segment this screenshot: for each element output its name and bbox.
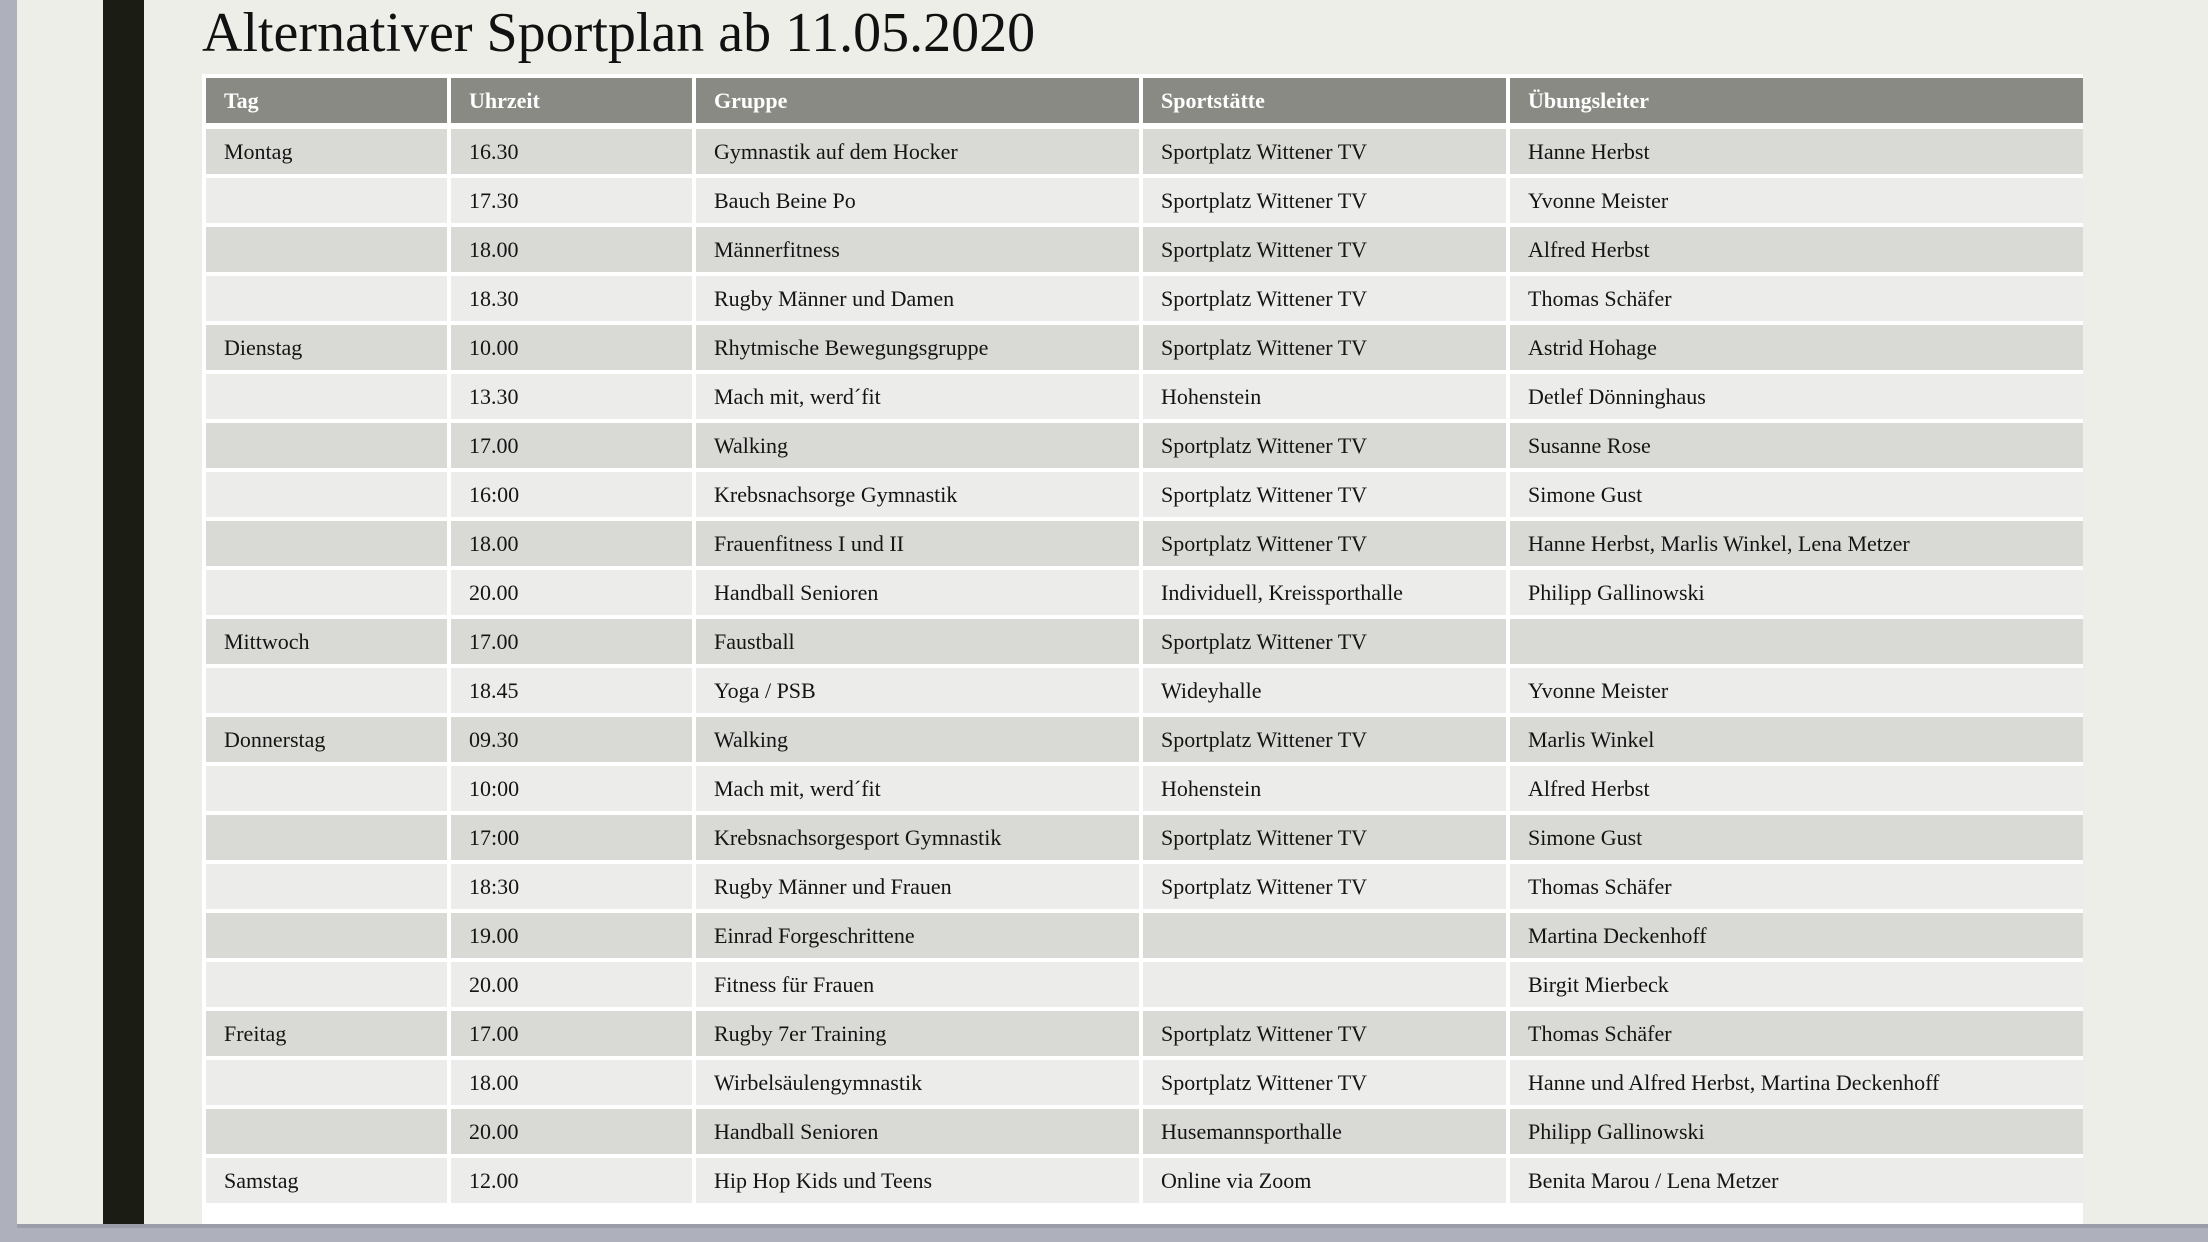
cell-uhrzeit: 09.30 [451, 717, 692, 762]
cell-gruppe: Fitness für Frauen [696, 962, 1139, 1007]
cell-uebungsleiter: Astrid Hohage [1510, 325, 2083, 370]
cell-uhrzeit: 18.00 [451, 227, 692, 272]
cell-uebungsleiter: Thomas Schäfer [1510, 1011, 2083, 1056]
table-row [206, 1060, 2083, 1105]
cell-tag [206, 570, 447, 615]
table-row [206, 913, 2083, 958]
cell-gruppe: Rugby Männer und Frauen [696, 864, 1139, 909]
window-frame-bottom-edge [17, 1224, 2208, 1228]
cell-uebungsleiter: Hanne Herbst [1510, 129, 2083, 174]
cell-uhrzeit: 17.30 [451, 178, 692, 223]
table-row [206, 178, 2083, 223]
cell-uhrzeit: 20.00 [451, 1109, 692, 1154]
cell-gruppe: Walking [696, 423, 1139, 468]
cell-uebungsleiter: Birgit Mierbeck [1510, 962, 2083, 1007]
cell-sportstaette: Sportplatz Wittener TV [1143, 521, 1506, 566]
cell-gruppe: Rugby Männer und Damen [696, 276, 1139, 321]
cell-uebungsleiter: Hanne Herbst, Marlis Winkel, Lena Metzer [1510, 521, 2083, 566]
cell-uhrzeit: 17.00 [451, 1011, 692, 1056]
table-row [206, 717, 2083, 762]
cell-sportstaette: Sportplatz Wittener TV [1143, 864, 1506, 909]
cell-gruppe: Walking [696, 717, 1139, 762]
cell-gruppe: Rhytmische Bewegungsgruppe [696, 325, 1139, 370]
cell-tag [206, 374, 447, 419]
cell-gruppe: Frauenfitness I und II [696, 521, 1139, 566]
cell-gruppe: Wirbelsäulengymnastik [696, 1060, 1139, 1105]
cell-sportstaette: Individuell, Kreissporthalle [1143, 570, 1506, 615]
cell-uhrzeit: 12.00 [451, 1158, 692, 1203]
column-header-sportstaette: Sportstätte [1143, 78, 1506, 125]
table-row [206, 570, 2083, 615]
cell-uhrzeit: 16.30 [451, 129, 692, 174]
cell-uhrzeit: 18:30 [451, 864, 692, 909]
cell-sportstaette: Sportplatz Wittener TV [1143, 129, 1506, 174]
cell-tag: Samstag [206, 1158, 447, 1203]
table-row [206, 668, 2083, 713]
table-row [206, 766, 2083, 811]
cell-uhrzeit: 10.00 [451, 325, 692, 370]
table-row [206, 864, 2083, 909]
cell-gruppe: Handball Senioren [696, 570, 1139, 615]
table-row [206, 472, 2083, 517]
column-header-uebungsleiter: Übungsleiter [1510, 78, 2083, 125]
slide-accent-bar [103, 0, 144, 1242]
window-frame-left [0, 0, 17, 1242]
table-row [206, 815, 2083, 860]
table-row [206, 962, 2083, 1007]
cell-tag [206, 472, 447, 517]
cell-tag: Donnerstag [206, 717, 447, 762]
cell-sportstaette: Sportplatz Wittener TV [1143, 472, 1506, 517]
table-row [206, 619, 2083, 664]
cell-sportstaette: Sportplatz Wittener TV [1143, 717, 1506, 762]
cell-uebungsleiter: Hanne und Alfred Herbst, Martina Deckenhoff [1510, 1060, 2083, 1105]
page-title: Alternativer Sportplan ab 11.05.2020 [202, 2, 1036, 64]
cell-tag: Dienstag [206, 325, 447, 370]
cell-sportstaette: Husemannsporthalle [1143, 1109, 1506, 1154]
cell-uhrzeit: 17.00 [451, 619, 692, 664]
cell-gruppe: Krebsnachsorge Gymnastik [696, 472, 1139, 517]
cell-sportstaette [1143, 913, 1506, 958]
cell-sportstaette: Wideyhalle [1143, 668, 1506, 713]
cell-tag: Montag [206, 129, 447, 174]
cell-uhrzeit: 17:00 [451, 815, 692, 860]
cell-gruppe: Faustball [696, 619, 1139, 664]
cell-sportstaette: Online via Zoom [1143, 1158, 1506, 1203]
cell-uebungsleiter: Yvonne Meister [1510, 178, 2083, 223]
cell-tag: Freitag [206, 1011, 447, 1056]
cell-tag [206, 521, 447, 566]
cell-sportstaette: Sportplatz Wittener TV [1143, 178, 1506, 223]
cell-uhrzeit: 13.30 [451, 374, 692, 419]
cell-tag [206, 668, 447, 713]
cell-gruppe: Bauch Beine Po [696, 178, 1139, 223]
cell-tag [206, 815, 447, 860]
cell-uebungsleiter: Simone Gust [1510, 815, 2083, 860]
cell-tag [206, 178, 447, 223]
cell-tag [206, 962, 447, 1007]
cell-tag [206, 227, 447, 272]
cell-uhrzeit: 20.00 [451, 570, 692, 615]
table-row [206, 521, 2083, 566]
cell-sportstaette: Sportplatz Wittener TV [1143, 1060, 1506, 1105]
cell-uebungsleiter: Martina Deckenhoff [1510, 913, 2083, 958]
cell-gruppe: Mach mit, werd´fit [696, 374, 1139, 419]
cell-gruppe: Krebsnachsorgesport Gymnastik [696, 815, 1139, 860]
cell-uebungsleiter: Thomas Schäfer [1510, 276, 2083, 321]
cell-tag [206, 423, 447, 468]
table-row [206, 325, 2083, 370]
cell-uhrzeit: 18.00 [451, 521, 692, 566]
cell-uhrzeit: 20.00 [451, 962, 692, 1007]
cell-uhrzeit: 18.30 [451, 276, 692, 321]
table-row [206, 1158, 2083, 1203]
cell-uebungsleiter: Susanne Rose [1510, 423, 2083, 468]
cell-uhrzeit: 10:00 [451, 766, 692, 811]
table-row [206, 374, 2083, 419]
schedule-table [202, 74, 2083, 1207]
cell-gruppe: Gymnastik auf dem Hocker [696, 129, 1139, 174]
table-row [206, 227, 2083, 272]
cell-tag [206, 1060, 447, 1105]
cell-tag [206, 913, 447, 958]
column-header-gruppe: Gruppe [696, 78, 1139, 125]
cell-gruppe: Einrad Forgeschrittene [696, 913, 1139, 958]
cell-sportstaette: Sportplatz Wittener TV [1143, 276, 1506, 321]
cell-gruppe: Mach mit, werd´fit [696, 766, 1139, 811]
cell-uebungsleiter [1510, 619, 2083, 664]
cell-tag [206, 1109, 447, 1154]
cell-gruppe: Hip Hop Kids und Teens [696, 1158, 1139, 1203]
cell-uebungsleiter: Detlef Dönninghaus [1510, 374, 2083, 419]
cell-uebungsleiter: Thomas Schäfer [1510, 864, 2083, 909]
cell-sportstaette: Sportplatz Wittener TV [1143, 325, 1506, 370]
cell-uebungsleiter: Alfred Herbst [1510, 766, 2083, 811]
table-row [206, 1109, 2083, 1154]
table-header-row [206, 78, 2083, 125]
table-row [206, 129, 2083, 174]
cell-uebungsleiter: Alfred Herbst [1510, 227, 2083, 272]
cell-sportstaette: Sportplatz Wittener TV [1143, 815, 1506, 860]
cell-gruppe: Männerfitness [696, 227, 1139, 272]
cell-sportstaette: Hohenstein [1143, 374, 1506, 419]
column-header-tag: Tag [206, 78, 447, 125]
cell-gruppe: Rugby 7er Training [696, 1011, 1139, 1056]
cell-uhrzeit: 18.00 [451, 1060, 692, 1105]
cell-gruppe: Handball Senioren [696, 1109, 1139, 1154]
cell-sportstaette: Sportplatz Wittener TV [1143, 227, 1506, 272]
cell-sportstaette: Sportplatz Wittener TV [1143, 619, 1506, 664]
cell-tag: Mittwoch [206, 619, 447, 664]
cell-sportstaette [1143, 962, 1506, 1007]
table-body [206, 129, 2083, 1203]
cell-uhrzeit: 19.00 [451, 913, 692, 958]
column-header-uhrzeit: Uhrzeit [451, 78, 692, 125]
cell-sportstaette: Sportplatz Wittener TV [1143, 1011, 1506, 1056]
cell-uebungsleiter: Philipp Gallinowski [1510, 1109, 2083, 1154]
cell-tag [206, 864, 447, 909]
cell-uebungsleiter: Yvonne Meister [1510, 668, 2083, 713]
cell-sportstaette: Hohenstein [1143, 766, 1506, 811]
table-row [206, 276, 2083, 321]
schedule-table-container [202, 74, 2083, 1224]
cell-sportstaette: Sportplatz Wittener TV [1143, 423, 1506, 468]
cell-tag [206, 766, 447, 811]
cell-uebungsleiter: Marlis Winkel [1510, 717, 2083, 762]
table-row [206, 423, 2083, 468]
cell-uebungsleiter: Philipp Gallinowski [1510, 570, 2083, 615]
cell-uhrzeit: 17.00 [451, 423, 692, 468]
cell-tag [206, 276, 447, 321]
cell-uhrzeit: 16:00 [451, 472, 692, 517]
cell-gruppe: Yoga / PSB [696, 668, 1139, 713]
cell-uebungsleiter: Benita Marou / Lena Metzer [1510, 1158, 2083, 1203]
cell-uhrzeit: 18.45 [451, 668, 692, 713]
cell-uebungsleiter: Simone Gust [1510, 472, 2083, 517]
table-row [206, 1011, 2083, 1056]
